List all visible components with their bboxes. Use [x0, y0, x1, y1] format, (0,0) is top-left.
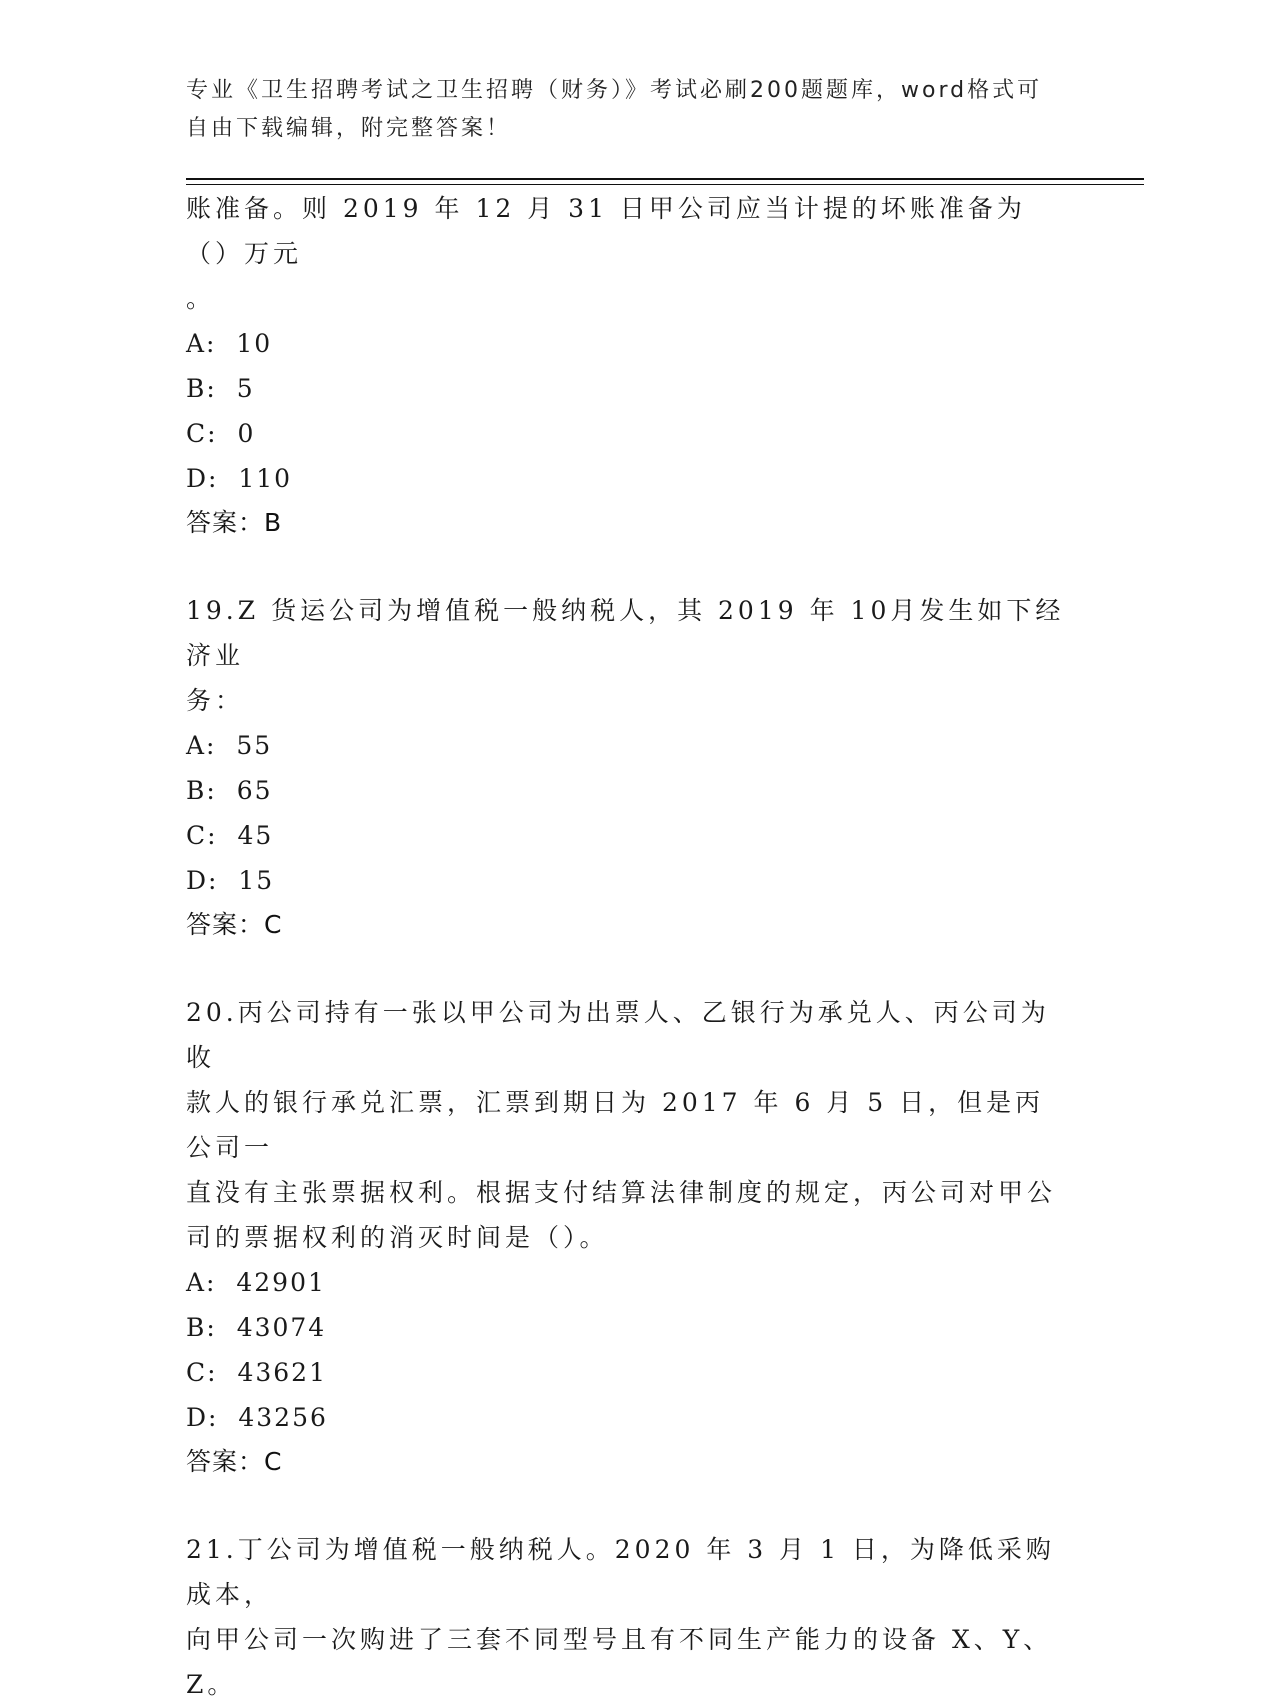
question-block: [186, 588, 1066, 947]
answer-line: 答案：C: [186, 1447, 283, 1476]
option-d: D: 43256: [186, 1403, 328, 1432]
question-stem-line: 务：: [186, 686, 245, 715]
question-spacer: [186, 545, 1066, 588]
option-d: D: 110: [186, 464, 293, 493]
option-b: B: 65: [186, 776, 273, 805]
option-c: C: 43621: [186, 1358, 327, 1387]
header-rule-thick: [186, 178, 1144, 180]
question-stem-line: 。: [186, 284, 216, 313]
option-b: B: 5: [186, 374, 255, 403]
question-stem-line: 向甲公司一次购进了三套不同型号且有不同生产能力的设备 X、Y、Z。: [186, 1625, 1053, 1699]
option-a: A: 42901: [186, 1268, 326, 1297]
question-block: [186, 1527, 1066, 1707]
question-block: [186, 186, 1066, 545]
question-stem-line: 21.丁公司为增值税一般纳税人。2020 年 3 月 1 日，为降低采购成本，: [186, 1535, 1055, 1609]
option-a: A: 10: [186, 329, 273, 358]
question-spacer: [186, 947, 1066, 990]
question-list: [186, 186, 1066, 1707]
answer-line: 答案：B: [186, 508, 283, 537]
question-stem-line: 19.Z 货运公司为增值税一般纳税人，其 2019 年 10月发生如下经济业: [186, 596, 1065, 670]
option-a: A: 55: [186, 731, 273, 760]
answer-line: 答案：C: [186, 910, 283, 939]
question-spacer: [186, 1484, 1066, 1527]
question-stem-line: 司的票据权利的消灭时间是（）。: [186, 1223, 609, 1252]
question-stem-line: 款人的银行承兑汇票，汇票到期日为 2017 年 6 月 5 日，但是丙公司一: [186, 1088, 1045, 1162]
question-stem-line: 账准备。则 2019 年 12 月 31 日甲公司应当计提的坏账准备为（）万元: [186, 194, 1026, 268]
document-header: 专业《卫生招聘考试之卫生招聘（财务）》考试必刷200题题库，word格式可自由下载编辑，附完整答案！: [186, 78, 1043, 141]
option-b: B: 43074: [186, 1313, 327, 1342]
question-block: [186, 990, 1066, 1484]
option-c: C: 0: [186, 419, 256, 448]
option-c: C: 45: [186, 821, 274, 850]
question-stem-line: 直没有主张票据权利。根据支付结算法律制度的规定，丙公司对甲公: [186, 1178, 1057, 1207]
option-d: D: 15: [186, 866, 275, 895]
question-stem-line: 20.丙公司持有一张以甲公司为出票人、乙银行为承兑人、丙公司为收: [186, 998, 1050, 1072]
header-rule-thin: [186, 184, 1144, 185]
